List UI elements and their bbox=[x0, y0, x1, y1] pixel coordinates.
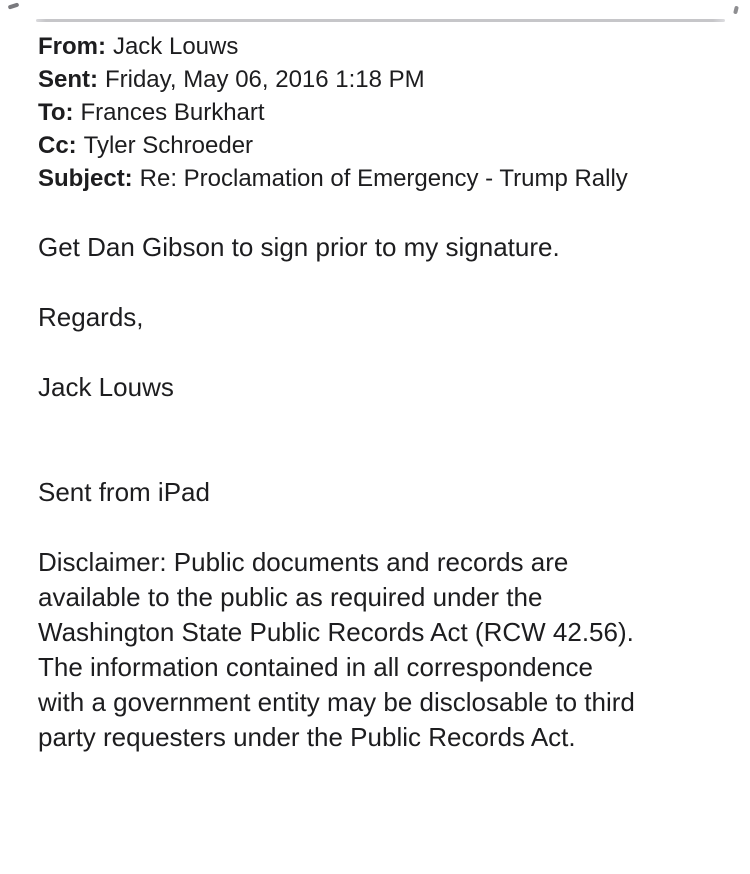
header-field-value: Re: Proclamation of Emergency - Trump Rally bbox=[139, 165, 628, 192]
body-line bbox=[38, 510, 635, 545]
header-field-label: Subject: bbox=[38, 165, 133, 192]
body-line: Get Dan Gibson to sign prior to my signature. bbox=[38, 232, 560, 262]
scan-artifact-mark-left bbox=[8, 2, 20, 9]
body-line: The information contained in all correspondence bbox=[38, 652, 594, 682]
body-line: available to the public as required under the bbox=[38, 582, 543, 612]
body-line bbox=[38, 335, 635, 370]
body-line: party requesters under the Public Records Act. bbox=[38, 722, 576, 752]
body-line: Disclaimer: Public documents and records are bbox=[38, 547, 569, 577]
body-line: Regards, bbox=[38, 302, 144, 332]
email-header bbox=[38, 30, 628, 195]
body-line: Sent from iPad bbox=[38, 477, 210, 507]
header-field bbox=[38, 129, 628, 162]
body-line: Jack Louws bbox=[38, 372, 174, 402]
scan-artifact-mark-right bbox=[733, 6, 739, 15]
email-body bbox=[38, 230, 635, 755]
header-field-value: Friday, May 06, 2016 1:18 PM bbox=[104, 66, 425, 93]
body-line bbox=[38, 440, 635, 475]
header-field bbox=[38, 30, 628, 63]
header-field-value: Jack Louws bbox=[112, 33, 239, 60]
body-line bbox=[38, 265, 635, 300]
header-field bbox=[38, 63, 628, 96]
header-field-label: To: bbox=[38, 99, 74, 126]
header-field bbox=[38, 96, 628, 129]
header-field-value: Frances Burkhart bbox=[80, 99, 265, 126]
header-field-label: Sent: bbox=[38, 66, 98, 93]
header-field-value: Tyler Schroeder bbox=[83, 132, 254, 159]
body-line: Washington State Public Records Act (RCW 42.56). bbox=[38, 617, 634, 647]
header-field-label: Cc: bbox=[38, 132, 77, 159]
body-line: with a government entity may be disclosable to third bbox=[38, 687, 635, 717]
header-field-label: From: bbox=[38, 33, 106, 60]
header-field bbox=[38, 162, 628, 195]
body-line bbox=[38, 405, 635, 440]
header-divider-line bbox=[36, 19, 725, 22]
